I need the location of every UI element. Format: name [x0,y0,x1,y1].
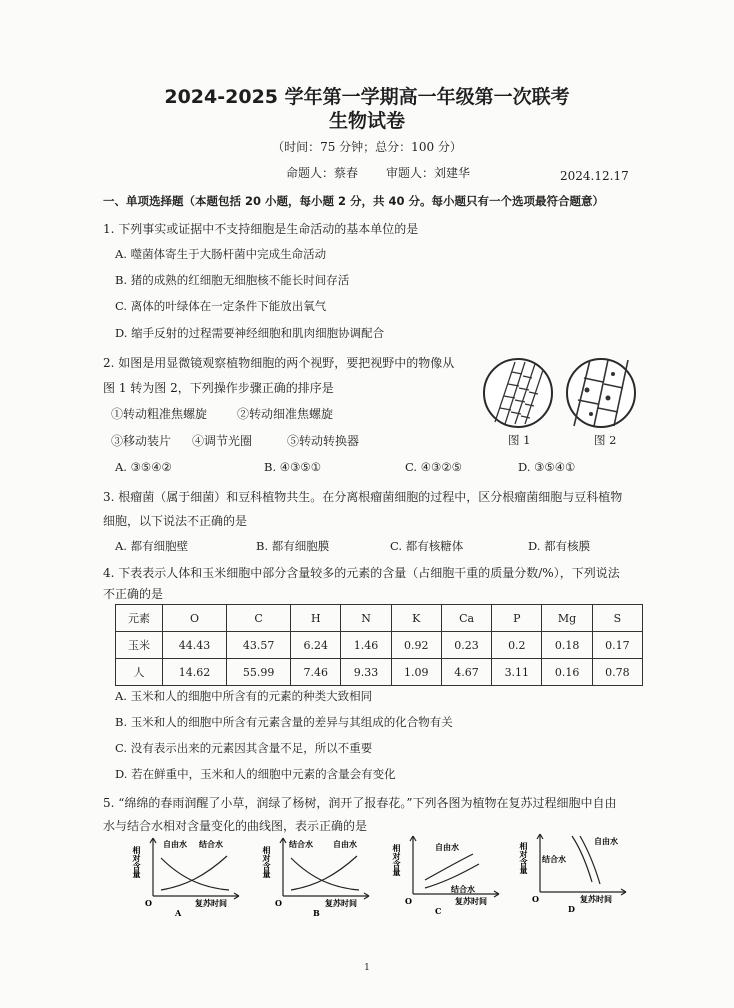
graph-label-b: B [313,908,320,918]
table-cell: 4.67 [441,659,491,686]
q1-option-b: B. 猪的成熟的红细胞无细胞核不能长时间存活 [115,273,350,287]
table-row [116,659,643,686]
page-number: 1 [364,963,370,973]
q2-step-4: ④调节光圈 [192,434,253,448]
table-cell: 14.62 [163,659,227,686]
table-cell: 7.46 [291,659,341,686]
table-cell: S [592,605,642,632]
y-label: 相对含量 [519,842,529,874]
bound-water-curve [291,856,357,890]
free-water-label: 自由水 [333,839,357,849]
cell-sketch-2 [568,360,634,426]
table-cell: C [227,605,291,632]
x-label: 复苏时间 [195,898,227,908]
origin-label: O [405,896,412,906]
graph-b [262,832,375,918]
author: 命题人：蔡春 [286,166,359,180]
q4-option-c: C. 没有表示出来的元素因其含量不足，所以不重要 [115,741,373,755]
table-cell: O [163,605,227,632]
origin-label: O [275,898,282,908]
q4-option-b: B. 玉米和人的细胞中所含有元素含量的差异与其组成的化合物有关 [115,715,453,729]
q2-option-c: C. ④③②⑤ [405,460,462,474]
date: 2024.12.17 [560,169,629,183]
graph-label-a: A [175,908,182,918]
q3-option-b: B. 都有细胞膜 [256,539,330,553]
q4-option-a: A. 玉米和人的细胞中所含有的元素的种类大致相同 [115,689,373,703]
q2-step-3: ③移动装片 [111,434,172,448]
q5-stem-2: 水与结合水相对含量变化的曲线图，表示正确的是 [103,819,368,833]
microscope-view-1 [483,358,553,428]
table-cell: 0.18 [542,632,592,659]
table-row [116,632,643,659]
q1-option-d: D. 缩手反射的过程需要神经细胞和肌肉细胞协调配合 [115,326,385,340]
table-cell: 0.2 [492,632,542,659]
free-water-label: 自由水 [435,842,459,852]
table-cell: 43.57 [227,632,291,659]
q3-stem-1: 3. 根瘤菌（属于细菌）和豆科植物共生。在分离根瘤菌细胞的过程中，区分根瘤菌细胞与豆科植物 [103,490,623,504]
table-cell: 元素 [116,605,163,632]
y-label: 相对含量 [262,846,272,878]
q4-stem-1: 4. 下表表示人体和玉米细胞中部分含量较多的元素的含量（占细胞干重的质量分数/%），下列说法 [103,566,620,580]
element-table [115,604,643,686]
free-water-label: 自由水 [594,836,618,846]
origin-label: O [145,898,152,908]
table-header-row [116,605,643,632]
table-cell: K [391,605,441,632]
table-cell: Ca [441,605,491,632]
bound-water-label: 结合水 [199,839,223,849]
q3-option-c: C. 都有核糖体 [390,539,464,553]
x-label: 复苏时间 [455,896,487,906]
q2-step-5: ⑤转动转换器 [287,434,360,448]
q2-step-2: ②转动细准焦螺旋 [237,407,334,421]
origin-label: O [532,894,539,904]
graph-label-d: D [568,904,575,914]
fig2-caption: 图 2 [594,433,617,447]
cell-sketch-1 [485,360,551,426]
q2-option-a: A. ③⑤④② [115,460,172,474]
q4-stem-2: 不正确的是 [103,587,164,601]
bound-water-label: 结合水 [451,884,475,894]
free-water-curve [425,854,473,880]
graph-d [519,828,632,914]
q1-option-a: A. 噬菌体寄生于大肠杆菌中完成生命活动 [115,247,327,261]
q3-stem-2: 细胞，以下说法不正确的是 [103,514,248,528]
table-cell: 1.46 [341,632,391,659]
q2-step-1: ①转动粗准焦螺旋 [111,407,208,421]
table-cell: 0.17 [592,632,642,659]
exam-subject: 生物试卷 [328,110,405,132]
q2-option-d: D. ③⑤④① [518,460,576,474]
q1-stem: 1. 下列事实或证据中不支持细胞是生命活动的基本单位的是 [103,222,419,236]
table-cell: 0.23 [441,632,491,659]
q2-stem-2: 图 1 转为图 2，下列操作步骤正确的排序是 [103,381,334,395]
table-cell: H [291,605,341,632]
table-cell: 55.99 [227,659,291,686]
bound-water-label: 结合水 [289,839,313,849]
x-label: 复苏时间 [580,894,612,904]
q2-option-b: B. ④③⑤① [264,460,322,474]
section-heading: 一、单项选择题（本题包括 20 小题，每小题 2 分，共 40 分。每小题只有一个选项最符合题意） [103,194,605,208]
q5-stem-1: 5. “绵绵的春雨润醒了小草，润绿了杨树，润开了报春花。”下列各图为植物在复苏过程细胞中自由 [103,796,617,810]
y-label: 相对含量 [392,844,402,876]
free-water-curve [161,856,227,890]
time-score: （时间：75 分钟；总分：100 分） [272,140,462,154]
table-cell: 人 [116,659,163,686]
q2-stem-1: 2. 如图是用显微镜观察植物细胞的两个视野，要把视野中的物像从 [103,356,455,370]
table-cell: 1.09 [391,659,441,686]
q3-option-a: A. 都有细胞壁 [115,539,189,553]
table-cell: 0.92 [391,632,441,659]
microscope-view-2 [566,358,636,428]
graph-c [392,830,505,916]
bound-water-label: 结合水 [542,854,566,864]
table-cell: N [341,605,391,632]
graph-a [132,832,245,918]
graph-label-c: C [435,906,442,916]
table-cell: 玉米 [116,632,163,659]
table-cell: 6.24 [291,632,341,659]
free-water-curve [572,836,592,882]
fig1-caption: 图 1 [508,433,531,447]
table-cell: 0.78 [592,659,642,686]
table-cell: 0.16 [542,659,592,686]
q1-option-c: C. 离体的叶绿体在一定条件下能放出氧气 [115,299,327,313]
reviewer: 审题人：刘建华 [386,166,471,180]
table-cell: 3.11 [492,659,542,686]
table-cell: 9.33 [341,659,391,686]
y-label: 相对含量 [132,846,142,878]
table-cell: P [492,605,542,632]
table-cell: 44.43 [163,632,227,659]
q4-option-d: D. 若在鲜重中，玉米和人的细胞中元素的含量会有变化 [115,767,396,781]
free-water-label: 自由水 [163,839,187,849]
x-label: 复苏时间 [325,898,357,908]
q3-option-d: D. 都有核膜 [528,539,591,553]
exam-title: 2024-2025 学年第一学期高一年级第一次联考 [164,86,570,108]
table-cell: Mg [542,605,592,632]
